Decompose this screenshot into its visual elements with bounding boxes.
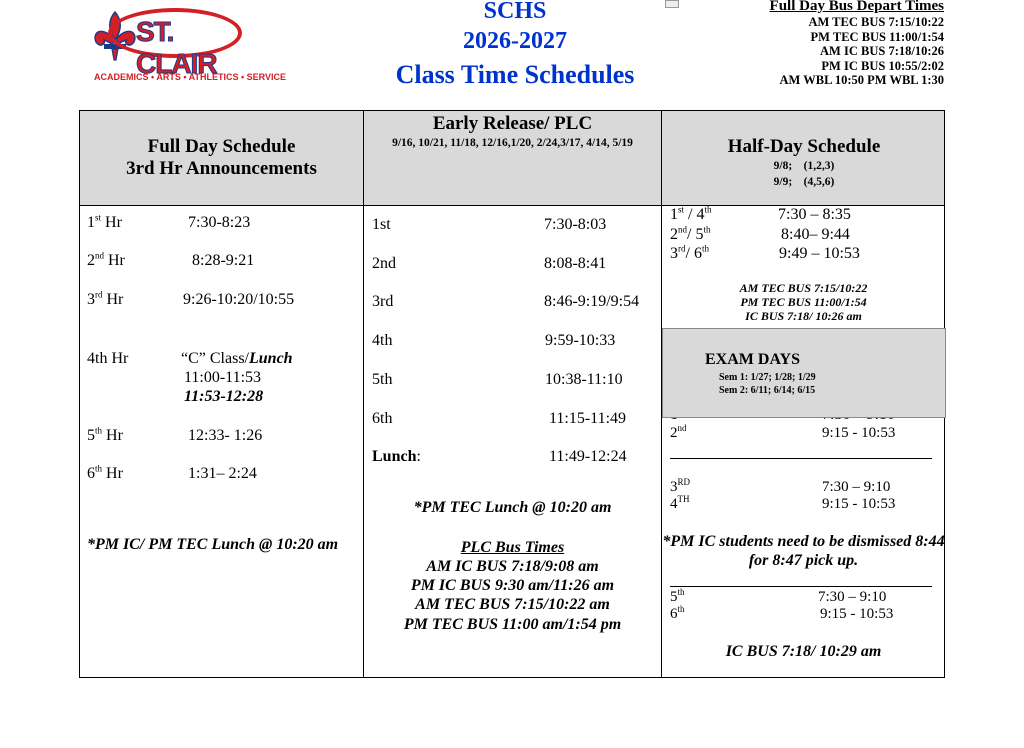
early-time-lunch: 11:49-12:24 [549,448,627,465]
early-label-4: 4th [372,332,393,349]
half-bus-line: PM TEC BUS 11:00/1:54 [740,295,867,309]
half-period-1: 1st / 4th [670,204,712,223]
title-schedules: Class Time Schedules [395,60,635,89]
divider-line [670,586,932,587]
exam-period-3: 3RD [670,477,691,495]
plc-bus-line: AM TEC BUS 7:15/10:22 am [415,596,610,613]
half-day-header [662,111,946,205]
school-logo [88,6,286,88]
half-day-sub2: 9/9; (4,5,6) [773,176,835,188]
full-day-fourth-time-a: 11:00-11:53 [184,369,262,386]
half-period-2: 2nd/ 5th [670,224,711,243]
exam-period-5: 5th [670,587,685,605]
early-time-3: 8:46-9:19/9:54 [544,293,640,310]
half-period-3: 3rd/ 6th [670,243,709,262]
early-label-1: 1st [372,216,391,233]
early-time-5: 10:38-11:10 [545,371,623,388]
early-time-6: 11:15-11:49 [549,410,627,427]
full-day-time-5: 12:33- 1:26 [188,427,263,444]
full-day-subheading: 3rd Hr Announcements [126,158,317,179]
bus-depart-times [770,0,944,88]
full-day-period-6: 6th Hr [87,463,123,482]
exam-period-6: 6th [670,604,685,622]
exam-time-5: 7:30 – 9:10 [818,589,887,605]
exam-time-3: 7:30 – 9:10 [822,479,891,495]
logo-name: ST. CLAIR [136,16,217,79]
exam-heading: EXAM DAYS [705,351,800,368]
early-label-6: 6th [372,410,393,427]
bus-line: AM TEC BUS 7:15/10:22 [808,15,944,29]
full-day-period-3: 3rd Hr [87,289,124,308]
half-bus-line: AM TEC BUS 7:15/10:22 [739,281,868,295]
plc-bus-line: PM TEC BUS 11:00 am/1:54 pm [403,616,622,633]
bus-line: PM TEC BUS 11:00/1:54 [810,29,944,44]
full-day-time-3: 9:26-10:20/10:55 [183,291,295,308]
half-day-heading: Half-Day Schedule [727,136,881,157]
full-day-time-1: 7:30-8:23 [188,214,251,231]
early-time-1: 7:30-8:03 [544,216,607,233]
early-release-dates: 9/16, 10/21, 11/18, 12/16,1/20, 2/24,3/17, 4/14, 5/19 [392,137,633,149]
bus-line: AM IC BUS 7:18/10:26 [820,44,944,58]
exam-time-4: 9:15 - 10:53 [822,496,896,512]
full-day-time-2: 8:28-9:21 [192,252,255,269]
half-time-1: 7:30 – 8:35 [778,206,851,223]
early-label-5: 5th [372,371,393,388]
exam-days-box [662,328,946,418]
full-day-header [80,111,363,205]
full-day-fourth-time-b: 11:53-12:28 [184,388,264,405]
exam-sem1: Sem 1: 1/27; 1/28; 1/29 [719,372,816,383]
early-label-lunch: Lunch: [372,448,421,465]
exam-period-4: 4TH [670,494,690,512]
title-year: 2026-2027 [463,28,567,54]
early-label-2: 2nd [372,255,396,272]
half-time-3: 9:49 – 10:53 [779,245,860,262]
exam-period-2: 2nd [670,423,687,441]
resize-handle[interactable] [665,0,679,8]
full-day-period-5: 5th Hr [87,425,123,444]
full-day-heading: Full Day Schedule [147,136,296,157]
plc-bus-line: AM IC BUS 7:18/9:08 am [426,558,599,575]
early-time-4: 9:59-10:33 [545,332,616,349]
early-release-header [364,111,661,205]
early-time-2: 8:08-8:41 [544,255,607,272]
full-day-fourth-class: “C” Class/Lunch [181,350,293,367]
exam-sem2: Sem 2: 6/11; 6/14; 6/15 [719,385,816,396]
full-day-time-6: 1:31– 2:24 [188,465,257,482]
full-day-note: *PM IC/ PM TEC Lunch @ 10:20 am [87,536,339,553]
early-label-3: 3rd [372,293,394,310]
half-time-2: 8:40– 9:44 [781,226,850,243]
half-day-bottom-bus: IC BUS 7:18/ 10:29 am [725,643,882,660]
early-release-heading: Early Release/ PLC [432,113,593,134]
logo-tagline: ACADEMICS • ARTS • ATHLETICS • SERVICE [94,72,286,82]
bus-line: AM WBL 10:50 PM WBL 1:30 [779,73,944,87]
half-bus-line: IC BUS 7:18/ 10:26 am [745,309,862,323]
plc-bus-heading: PLC Bus Times [460,539,565,556]
divider-line [670,458,932,459]
half-day-note: *PM IC students need to be dismissed 8:44 for 8:47 pick up. [662,533,945,569]
bus-line: PM IC BUS 10:55/2:02 [821,58,944,73]
early-note: *PM TEC Lunch @ 10:20 am [413,499,612,516]
exam-time-2: 9:15 - 10:53 [822,425,896,441]
full-day-period-2: 2nd Hr [87,250,125,269]
full-day-period-4: 4th Hr [87,350,129,367]
half-day-sub1: 9/8; (1,2,3) [773,160,835,172]
full-day-period-1: 1st Hr [87,212,122,231]
exam-time-6: 9:15 - 10:53 [820,606,894,622]
title-school: SCHS [483,0,547,24]
plc-bus-line: PM IC BUS 9:30 am/11:26 am [410,577,615,594]
bus-heading: Full Day Bus Depart Times [769,0,944,14]
